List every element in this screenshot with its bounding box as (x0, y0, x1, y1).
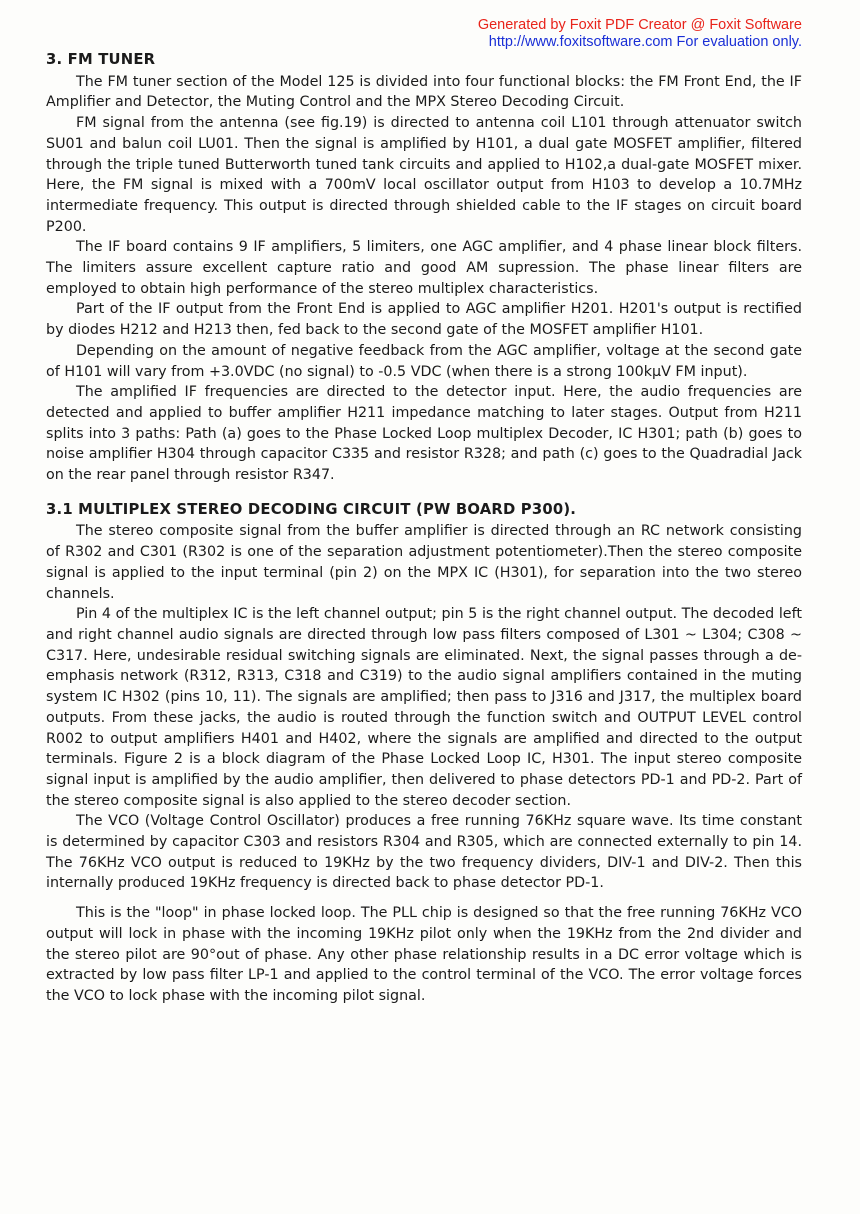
watermark-line-2: http://www.foxitsoftware.com For evaluation only. (488, 34, 802, 50)
foxit-watermark (478, 17, 802, 51)
section-3-heading: 3. FM TUNER (46, 51, 156, 68)
section-3-paragraph-2: FM signal from the antenna (see fig.19) is directed to antenna coil L101 through attenuator switch SU01 and balun coil LU01. Then the signal is amplified by H101, a dual gate MOSFET amplifier, filtered through the triple tuned Butterworth tuned tank circuits and applied to H102,a dual-gate MOSFET mixer. Here, the FM signal is mixed with a 700mV local oscillator output from H103 to develop a 10.7MHz intermediate frequency. This output is directed through shielded cable to the IF stages on circuit board P200. (46, 115, 802, 235)
section-3-paragraph-5: Depending on the amount of negative feedback from the AGC amplifier, voltage at the second gate of H101 will vary from +3.0VDC (no signal) to -0.5 VDC (when there is a strong 100kμV FM input). (46, 342, 802, 380)
section-3-paragraph-4: Part of the IF output from the Front End is applied to AGC amplifier H201. H201's output is rectified by diodes H212 and H213 then, fed back to the second gate of the MOSFET amplifier H101. (46, 301, 802, 339)
section-3-1-paragraph-2: Pin 4 of the multiplex IC is the left channel output; pin 5 is the right channel output. The decoded left and right channel audio signals are directed through low pass filters composed of L301 ~ L304; C308 ~ C317. Here, undesirable residual switching signals are eliminated. Next, the signal passes through a de-emphasis network (R312, R313, C318 and C319) to the audio signal amplifiers contained in the muting system IC H302 (pins 10, 11). The signals are amplified; then pass to J316 and J317, the multiplex board outputs. From these jacks, the audio is routed through the function switch and OUTPUT LEVEL control R002 to output amplifiers H401 and H402, where the signals are amplified and directed to the output terminals. Figure 2 is a block diagram of the Phase Locked Loop IC, H301. The input stereo composite signal input is amplified by the audio amplifier, then delivered to phase detectors PD-1 and PD-2. Part of the stereo composite signal is also applied to the stereo decoder section. (46, 606, 802, 809)
watermark-line-1: Generated by Foxit PDF Creator @ Foxit Software (477, 17, 802, 33)
section-3-1-paragraph-3: The VCO (Voltage Control Oscillator) produces a free running 76KHz square wave. Its time constant is determined by capacitor C303 and resistors R304 and R305, which are connected externally to pin 14. The 76KHz VCO output is reduced to 19KHz by the two frequency dividers, DIV-1 and DIV-2. Then this internally produced 19KHz frequency is directed back to phase detector PD-1. (46, 813, 802, 892)
paragraph-gap (46, 894, 802, 903)
section-3-paragraph-6: The amplified IF frequencies are directed to the detector input. Here, the audio frequencies are detected and applied to buffer amplifier H211 impedance matching to later stages. Output from H211 splits into 3 paths: Path (a) goes to the Phase Locked Loop multiplex Decoder, IC H301; path (b) goes to noise amplifier H304 through capacitor C335 and resistor R328; and path (c) goes to the Quadradial Jack on the rear panel through resistor R347. (46, 384, 802, 484)
document-body (46, 50, 802, 1007)
section-3-1-heading: 3.1 MULTIPLEX STEREO DECODING CIRCUIT (PW BOARD P300). (46, 500, 577, 518)
section-3-paragraph-1: The FM tuner section of the Model 125 is divided into four functional blocks: the FM Front End, the IF Amplifier and Detector, the Muting Control and the MPX Stereo Decoding Circuit. (46, 73, 802, 111)
section-3-1-paragraph-1: The stereo composite signal from the buffer amplifier is directed through an RC network consisting of R302 and C301 (R302 is one of the separation adjustment potentiometer).Then the stereo composite signal is applied to the input terminal (pin 2) on the MPX IC (H301), for separation into the two stereo channels. (46, 523, 802, 602)
section-3-1-paragraph-4: This is the "loop" in phase locked loop. The PLL chip is designed so that the free running 76KHz VCO output will lock in phase with the incoming 19KHz pilot only when the 19KHz from the 2nd divider and the stereo pilot are 90°out of phase. Any other phase relationship results in a DC error voltage which is extracted by low pass filter LP-1 and applied to the control terminal of the VCO. The error voltage forces the VCO to lock phase with the incoming pilot signal. (46, 905, 802, 1004)
section-3-paragraph-3: The IF board contains 9 IF amplifiers, 5 limiters, one AGC amplifier, and 4 phase linear block filters. The limiters assure excellent capture ratio and good AM supression. The phase linear filters are employed to obtain high performance of the stereo multiplex characteristics. (46, 239, 802, 297)
